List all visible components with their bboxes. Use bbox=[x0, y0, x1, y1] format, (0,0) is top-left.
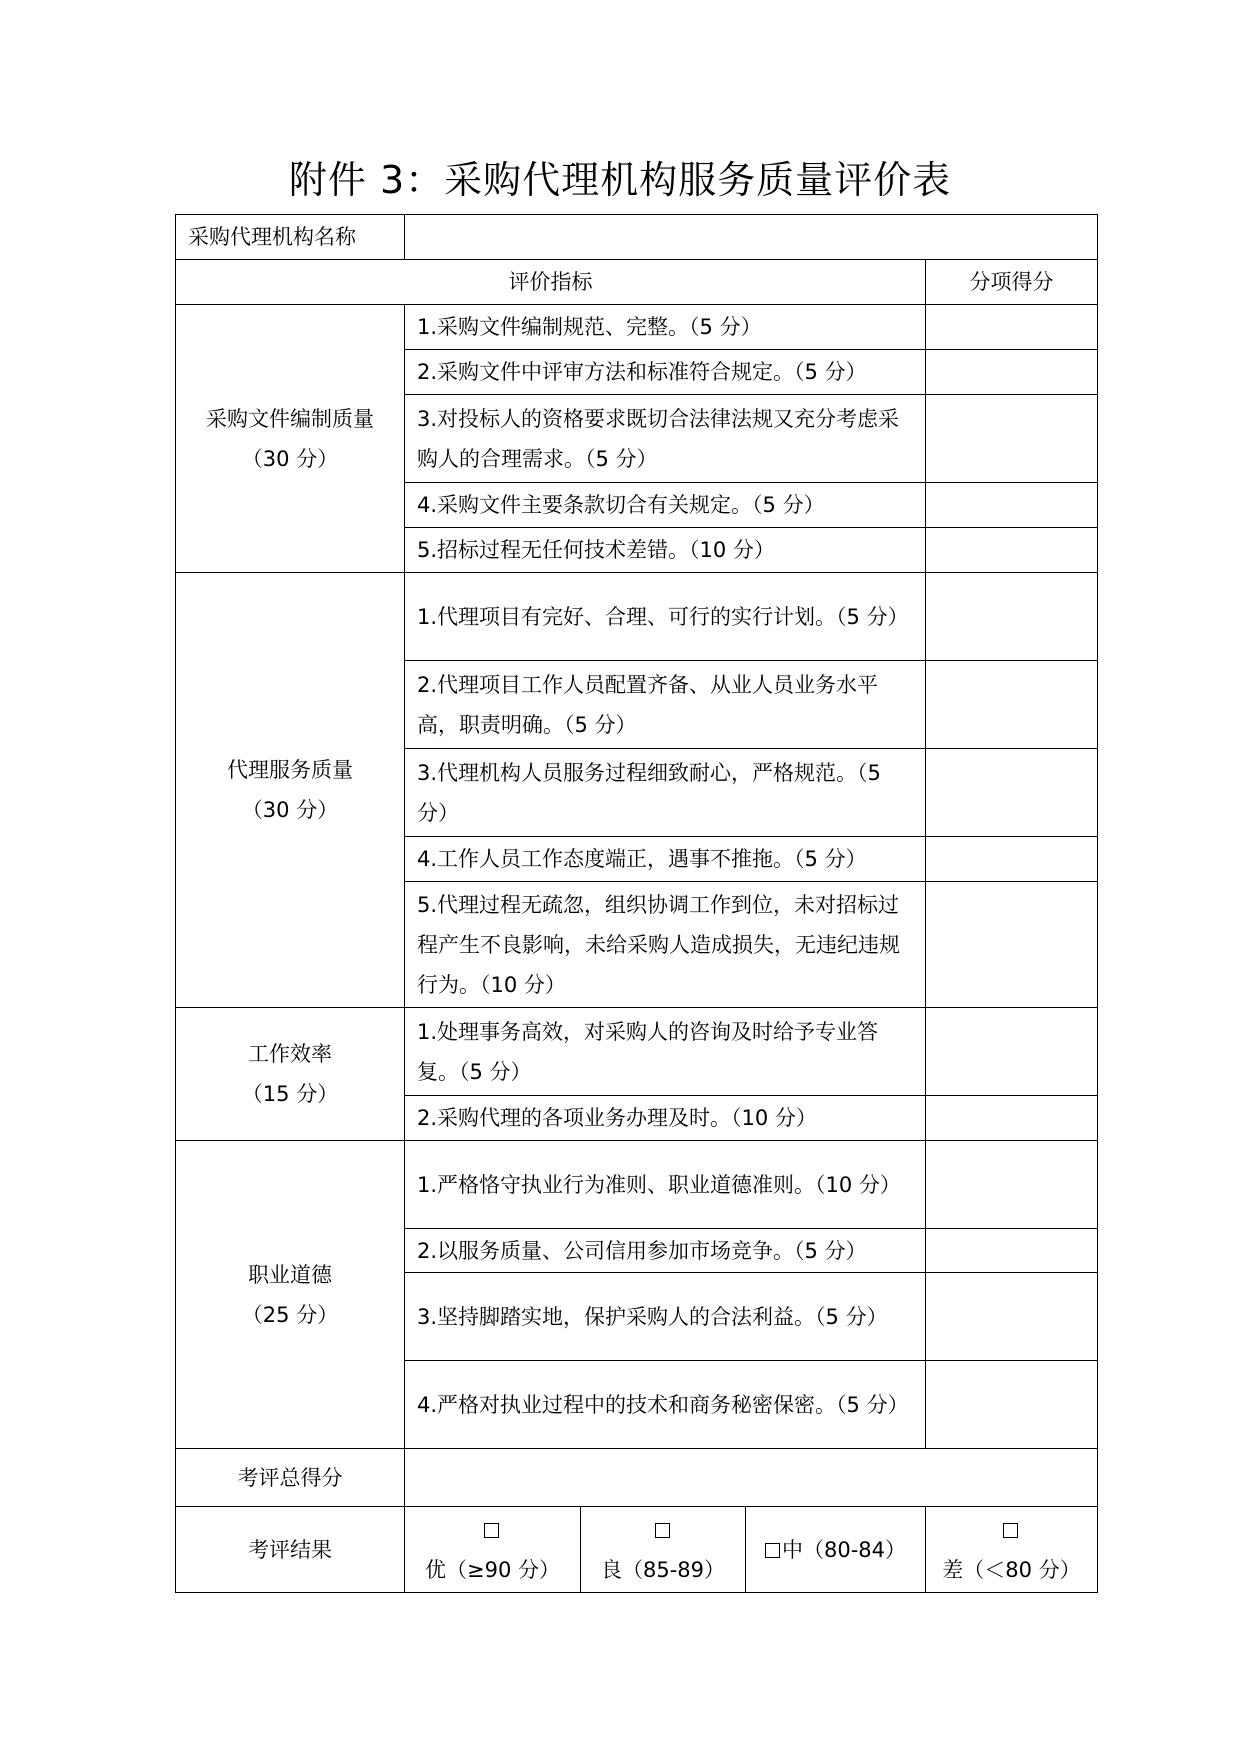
score-input[interactable] bbox=[926, 882, 1098, 1008]
total-row bbox=[176, 1449, 1098, 1507]
category-points: （15 分） bbox=[241, 1082, 339, 1106]
evaluation-table bbox=[175, 214, 1098, 1593]
checkbox-icon[interactable] bbox=[484, 1523, 499, 1538]
score-input[interactable] bbox=[926, 1273, 1098, 1361]
result-option-excellent[interactable] bbox=[405, 1507, 581, 1593]
score-input[interactable] bbox=[926, 1229, 1098, 1273]
category-name: 职业道德 bbox=[248, 1262, 332, 1287]
category-cell bbox=[176, 1008, 405, 1141]
indicator-header: 评价指标 bbox=[176, 260, 926, 305]
category-points: （30 分） bbox=[241, 798, 339, 822]
table-row bbox=[176, 1008, 1098, 1096]
criterion-text: 2.以服务质量、公司信用参加市场竞争。（5 分） bbox=[405, 1229, 926, 1273]
criterion-text: 3.对投标人的资格要求既切合法律法规又充分考虑采购人的合理需求。（5 分） bbox=[405, 395, 926, 483]
criterion-text: 1.严格恪守执业行为准则、职业道德准则。（10 分） bbox=[405, 1141, 926, 1229]
category-cell bbox=[176, 573, 405, 1008]
agency-name-field[interactable] bbox=[405, 215, 1098, 260]
criterion-text: 2.代理项目工作人员配置齐备、从业人员业务水平高，职责明确。（5 分） bbox=[405, 661, 926, 749]
criterion-text: 5.代理过程无疏忽，组织协调工作到位，未对招标过程产生不良影响，未给采购人造成损失，无违纪违规行为。（10 分） bbox=[405, 882, 926, 1008]
score-input[interactable] bbox=[926, 395, 1098, 483]
criterion-text: 1.处理事务高效，对采购人的咨询及时给予专业答复。（5 分） bbox=[405, 1008, 926, 1096]
total-score-field[interactable] bbox=[405, 1449, 1098, 1507]
total-label: 考评总得分 bbox=[176, 1449, 405, 1507]
result-option-label: 优（≥90 分） bbox=[425, 1557, 560, 1582]
checkbox-icon[interactable] bbox=[655, 1523, 670, 1538]
score-input[interactable] bbox=[926, 1008, 1098, 1096]
category-cell bbox=[176, 305, 405, 573]
result-option-poor[interactable] bbox=[926, 1507, 1098, 1593]
criterion-text: 4.采购文件主要条款切合有关规定。（5 分） bbox=[405, 483, 926, 528]
score-input[interactable] bbox=[926, 528, 1098, 573]
checkbox-icon[interactable] bbox=[765, 1543, 780, 1558]
result-label: 考评结果 bbox=[176, 1507, 405, 1593]
score-input[interactable] bbox=[926, 1096, 1098, 1141]
result-option-fair[interactable] bbox=[746, 1507, 926, 1593]
score-input[interactable] bbox=[926, 1361, 1098, 1449]
score-input[interactable] bbox=[926, 350, 1098, 395]
score-input[interactable] bbox=[926, 661, 1098, 749]
agency-name-label: 采购代理机构名称 bbox=[176, 215, 405, 260]
score-input[interactable] bbox=[926, 305, 1098, 350]
criterion-text: 2.采购代理的各项业务办理及时。（10 分） bbox=[405, 1096, 926, 1141]
criterion-text: 3.坚持脚踏实地，保护采购人的合法利益。（5 分） bbox=[405, 1273, 926, 1361]
criterion-text: 4.严格对执业过程中的技术和商务秘密保密。（5 分） bbox=[405, 1361, 926, 1449]
criterion-text: 5.招标过程无任何技术差错。（10 分） bbox=[405, 528, 926, 573]
category-name: 工作效率 bbox=[248, 1042, 332, 1066]
agency-name-row bbox=[176, 215, 1098, 260]
result-option-label: 中（80-84） bbox=[781, 1537, 907, 1562]
category-points: （30 分） bbox=[241, 446, 339, 471]
criterion-text: 1.采购文件编制规范、完整。（5 分） bbox=[405, 305, 926, 350]
page-title: 附件 3：采购代理机构服务质量评价表 bbox=[288, 158, 952, 202]
result-row bbox=[176, 1507, 1098, 1593]
score-input[interactable] bbox=[926, 1141, 1098, 1229]
checkbox-icon[interactable] bbox=[1003, 1523, 1018, 1538]
score-input[interactable] bbox=[926, 749, 1098, 837]
header-row bbox=[176, 260, 1098, 305]
table-row bbox=[176, 305, 1098, 350]
criterion-text: 1.代理项目有完好、合理、可行的实行计划。（5 分） bbox=[405, 573, 926, 661]
table-row bbox=[176, 573, 1098, 661]
category-name: 代理服务质量 bbox=[227, 758, 353, 782]
table-row bbox=[176, 1141, 1098, 1229]
score-input[interactable] bbox=[926, 837, 1098, 882]
criterion-text: 2.采购文件中评审方法和标准符合规定。（5 分） bbox=[405, 350, 926, 395]
criterion-text: 3.代理机构人员服务过程细致耐心，严格规范。（5 分） bbox=[405, 749, 926, 837]
result-option-label: 良（85-89） bbox=[600, 1557, 726, 1582]
score-input[interactable] bbox=[926, 573, 1098, 661]
score-input[interactable] bbox=[926, 483, 1098, 528]
category-cell bbox=[176, 1141, 405, 1449]
result-option-good[interactable] bbox=[581, 1507, 746, 1593]
category-name: 采购文件编制质量 bbox=[206, 406, 374, 431]
score-header: 分项得分 bbox=[926, 260, 1098, 305]
category-points: （25 分） bbox=[241, 1302, 339, 1327]
result-option-label: 差（＜80 分） bbox=[942, 1557, 1081, 1582]
criterion-text: 4.工作人员工作态度端正，遇事不推拖。（5 分） bbox=[405, 837, 926, 882]
